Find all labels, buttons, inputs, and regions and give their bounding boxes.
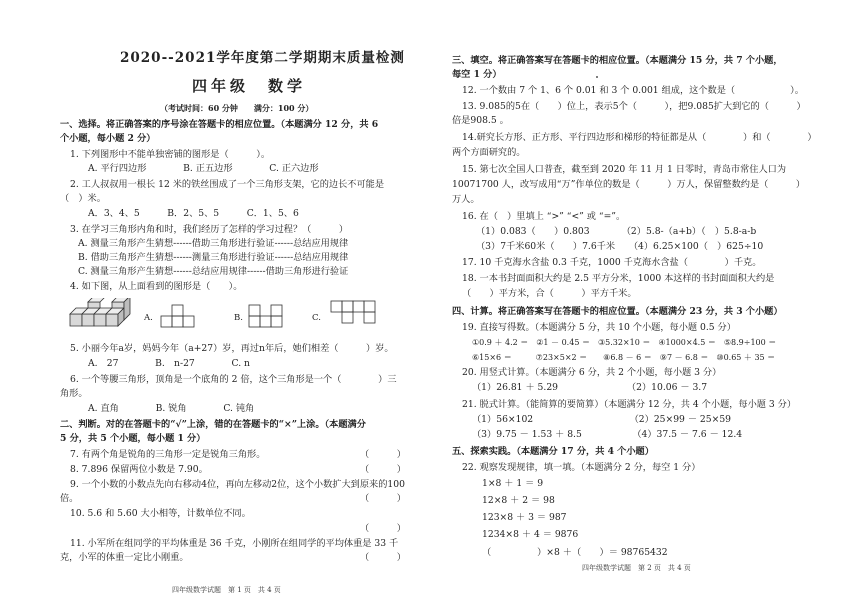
question-16-row-1: （1）0.083（ ）0.803 （2）5.8-（a+b）（ ）5.8-a-b [476,226,757,237]
question-10: 10. 5.6 和 5.60 大小相等，计数单位不同。 [70,508,251,519]
question-15: 15. 第七次全国人口普查，截至到 2020 年 11 月 1 日零时，青岛市常住人口为 [462,164,787,175]
question-21-row-1: （1）56×102 （2）25×99 － 25×59 [472,414,732,425]
question-19-row-1: ①0.9 ＋ 4.2 ＝ ②1 － 0.45 ＝ ③5.32×10 ＝ ④1000×4.5 ＝ ⑤8.9÷100 ＝ [472,338,777,347]
cube-stack-figure [68,298,134,336]
question-6-cont: 角形。 [60,388,88,399]
question-4-option-a-figure [160,304,196,330]
question-18-cont: （ ）平方米，合（ ）平方千米。 [462,288,637,299]
question-11: 11. 小军所在组同学的平均体重是 36 千克，小刚所在组同学的平均体重是 33 千 [70,538,399,549]
pattern-row-4: 1234×8 ＋ 4 ＝ 9876 [482,529,579,540]
exam-subject: 四年级 数学 [192,77,307,95]
section-5-heading: 五、探索实践。（本题满分 17 分，共 4 个小题） [452,446,654,457]
question-16: 16. 在（ ）里填上 “>” “<” 或 “=”。 [462,211,626,222]
question-3-option-b: B. 借助三角形产生猜想------测量三角形进行验证------总结应用规律 [78,252,349,263]
section-2-heading-cont: 5 分，共 5 个小题，每小题 1 分） [60,433,206,444]
pattern-row-5: （ ）×8 ＋（ ）＝ 98765432 [482,547,668,558]
question-15-cont-2: 万人。 [452,194,480,205]
exam-title: 2020--2021学年度第二学期期末质量检测 [120,50,405,66]
question-20-row-1: （1）26.81 ＋ 5.29 （2）10.06 － 3.7 [472,382,708,393]
question-10-bracket: （ ） [360,523,406,534]
question-3: 3. 在学习三角形内角和时，我们经历了怎样的学习过程？（ ） [70,224,349,235]
section-1-heading-cont: 个小题，每小题 2 分） [60,133,156,144]
section-1-heading: 一、选择。将正确答案的序号涂在答题卡的相应位置。（本题满分 12 分，共 6 [60,119,379,130]
section-2-heading: 二、判断。对的在答题卡的“√”上涂，错的在答题卡的“×”上涂。（本题满分 [60,419,366,430]
question-13: 13. 9.085的5在（ ）位上，表示5个（ ），把9.085扩大到它的（ ） [462,101,806,112]
question-2-cont: （ ）米。 [60,193,106,204]
question-12: 12. 一个数由 7 个 1、6 个 0.01 和 3 个 0.001 组成，这个数是（ ）。 [462,85,804,96]
question-18: 18. 一本书封面面积大约是 2.5 平方分米，1000 本这样的书封面面积大约是 [462,273,775,284]
left-page [60,0,420,608]
question-17: 17. 10 千克海水含盐 0.3 千克，1000 千克海水含盐（ ）千克。 [462,257,762,268]
question-9: 9. 一个小数的小数点先向右移动4位，再向左移动2位，这个小数扩大到原来的100 [70,479,405,490]
question-7: 7. 有两个角是锐角的三角形一定是锐角三角形。 [70,449,266,460]
question-6: 6. 一个等腰三角形，顶角是一个底角的 2 倍，这个三角形是一个（ ）三 [70,374,397,385]
question-7-bracket: （ ） [360,449,406,460]
question-6-options: A. 直角 B. 锐角 C. 钝角 [88,403,255,414]
question-9-cont: 倍。 [60,493,79,504]
question-5: 5. 小丽今年a岁，妈妈今年（a+27）岁，再过n年后，她们相差（ ）岁。 [70,343,394,354]
question-5-options: A. 27 B. n-27 C. n [88,358,250,369]
page-1-footer: 四年级数学试题 第 1 页 共 4 页 [172,586,281,594]
question-9-bracket: （ ） [360,493,406,504]
question-2-options: A．3、4、5 B．2、5、5 C．1、5、6 [88,208,299,219]
exam-info: （考试时间：60 分钟 满分：100 分） [160,103,314,113]
question-4: 4. 如下图，从上面看到的图形是（ ）。 [70,281,243,292]
question-13-cont: 倍是908.5 。 [452,115,509,126]
question-4-option-b-figure [248,304,284,330]
question-19-row-2: ⑥15×6 ＝ ⑦23×5×2 ＝ ⑧6.8 － 6 ＝ ⑨7 － 6.8 ＝ ⑩0.65 ＋ 35 ＝ [472,353,776,362]
pattern-row-2: 12×8 ＋ 2 ＝ 98 [482,495,555,506]
question-8-bracket: （ ） [360,464,406,475]
section-4-heading: 四、计算。将正确答案写在答题卡的相应位置。（本题满分 23 分，共 3 个小题） [452,306,783,317]
section-3-heading-cont: 每空 1 分） [452,69,502,80]
question-8: 8. 7.896 保留两位小数是 7.90。 [70,464,208,475]
section-3-heading: 三、填空。将正确答案写在答题卡的相应位置。（本题满分 15 分，共 7 个小题， [452,55,783,66]
question-1-options: A. 平行四边形 B. 正五边形 C. 正六边形 [88,163,319,174]
question-11-cont: 克，小军的体重一定比小刚重。 [60,552,189,563]
question-21: 21. 脱式计算。（能简算的要简算）（本题满分 12 分，共 4 个小题，每小题 3 分） [462,399,797,410]
question-11-bracket: （ ） [360,552,406,563]
question-16-row-2: （3）7千米60米（ ）7.6千米 （4）6.25×100（ ）625÷10 [476,241,764,252]
question-4-option-b-label: B. [234,313,243,323]
question-2: 2. 工人叔叔用一根长 12 米的铁丝围成了一个三角形支架，它的边长不可能是 [70,179,385,190]
question-14-cont: 两个方面研究的。 [452,147,526,158]
question-4-option-c-figure [330,300,380,330]
question-3-option-c: C. 测量三角形产生猜想------总结应用规律------借助三角形进行验证 [78,266,349,277]
pattern-row-1: 1×8 ＋ 1 ＝ 9 [482,478,544,489]
question-4-option-a-label: A. [144,313,153,323]
page-2-footer: 四年级数学试题 第 2 页 共 4 页 [582,564,691,572]
question-3-option-a: A. 测量三角形产生猜想------借助三角形进行验证------总结应用规律 [78,238,349,249]
question-4-option-c-label: C. [312,313,321,323]
question-21-row-2: （3）9.75 － 1.53 ＋ 8.5 （4）37.5 － 7.6 － 12.4 [472,429,743,440]
question-15-cont: 10071700 人，改写成用“万”作单位的数是（ ）万人，保留整数约是（ ） [452,179,806,190]
question-19: 19. 直接写得数。（本题满分 5 分，共 10 个小题，每小题 0.5 分） [462,322,736,333]
pattern-row-3: 123×8 ＋ 3 ＝ 987 [482,512,567,523]
pencil-mark [596,76,598,78]
question-14: 14.研究长方形、正方形、平行四边形和梯形的特征都是从（ ）和（ ） [462,132,817,143]
question-22: 22. 观察发现规律，填一填。（本题满分 2 分，每空 1 分） [462,462,701,473]
question-1: 1. 下列图形中不能单独密铺的图形是（ ）。 [70,149,271,160]
right-page [452,0,820,608]
question-20: 20. 用竖式计算。（本题满分 6 分，共 2 个小题，每小题 3 分） [462,367,722,378]
